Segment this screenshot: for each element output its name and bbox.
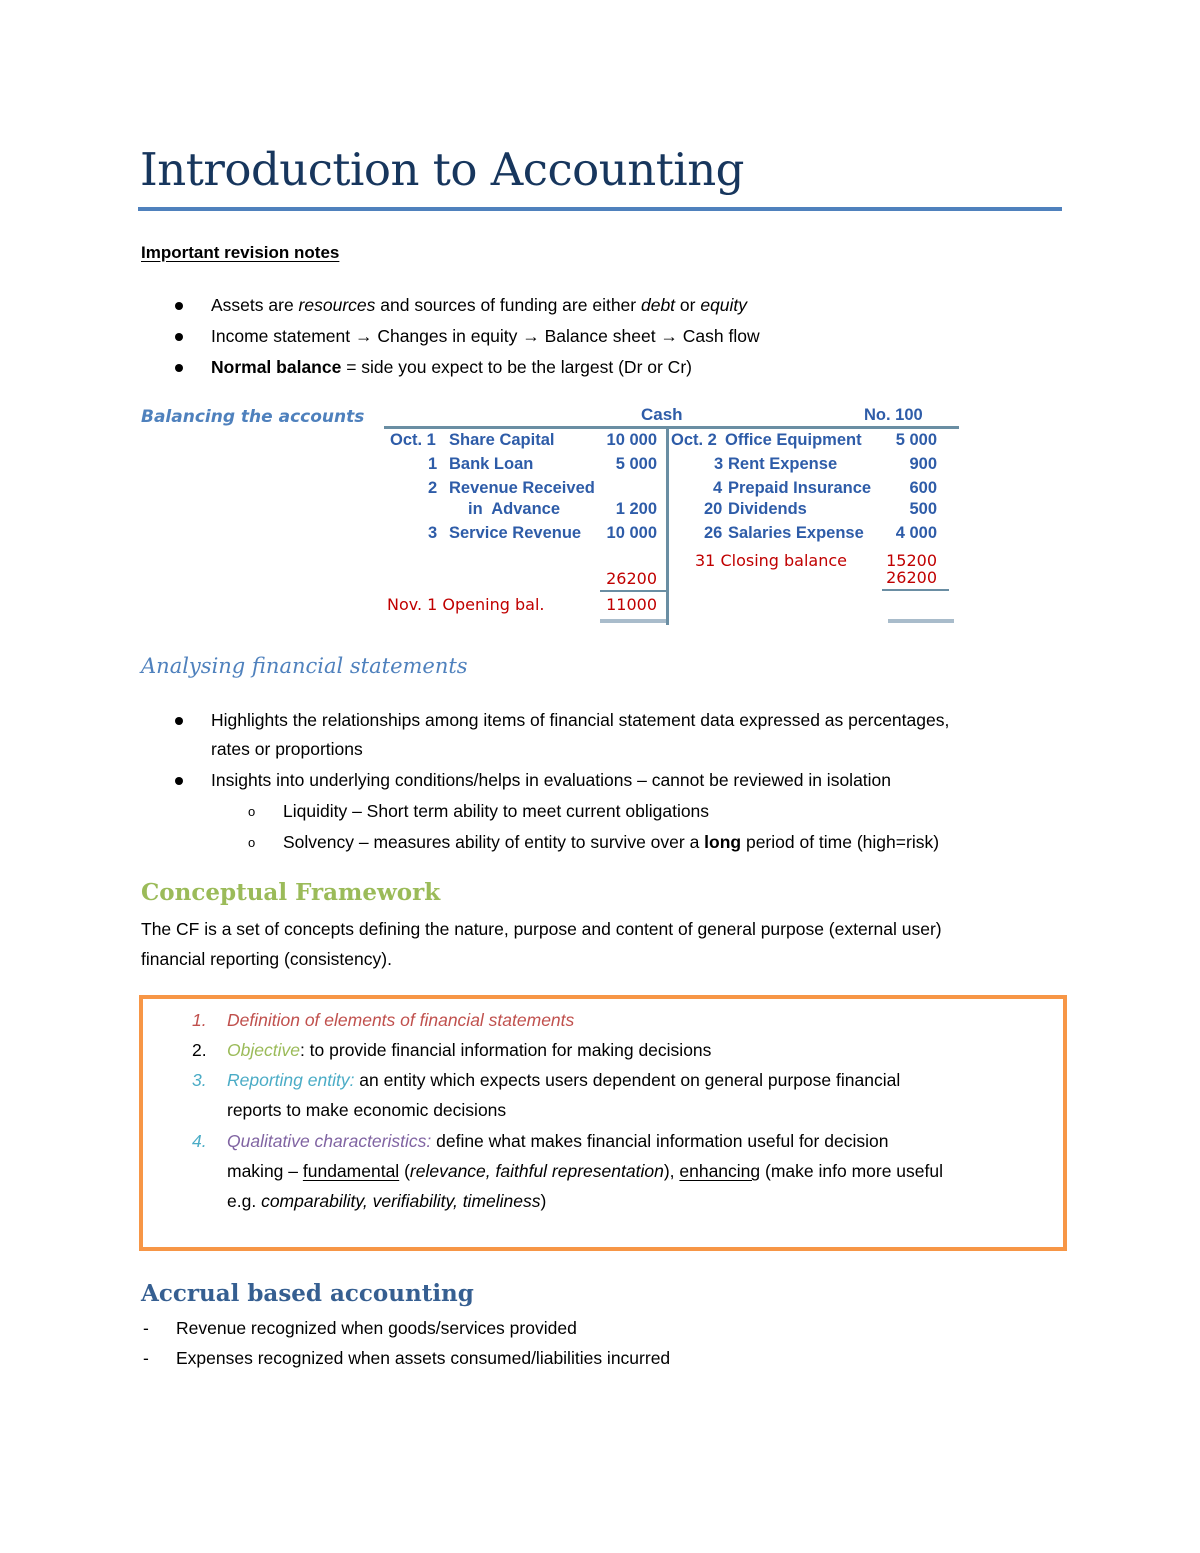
debit-date: Oct. 1 [390,431,436,449]
credit-date: Oct. 2 [671,431,717,449]
credit-amount: 900 [909,455,937,473]
credit-amount: 500 [909,500,937,518]
t-account-number: No. 100 [864,406,923,424]
debit-total-line [600,590,667,592]
list-item: Normal balance = side you expect to be the largest (Dr or Cr) [211,357,692,377]
bullet-icon [175,333,183,341]
t-account-title: Cash [641,405,683,424]
circle-bullet-icon: o [248,804,256,819]
list-item: Income statement → Changes in equity → Balance sheet → Cash flow [211,326,760,346]
debit-amount: 10 000 [606,431,657,449]
credit-desc: Prepaid Insurance [728,479,872,497]
debit-date: 2 [428,479,438,497]
opening-balance-amount: 11000 [606,595,657,614]
credit-total-line [882,589,949,591]
credit-amount: 4 000 [895,524,937,542]
credit-amount: 5 000 [895,431,937,449]
credit-date: 26 [704,524,723,542]
debit-date: 3 [428,524,438,542]
opening-balance-label: Nov. 1 Opening bal. [387,595,545,614]
accrual-heading: Accrual based accounting [141,1280,474,1307]
numbered-item-cont: reports to make economic decisions [227,1100,507,1120]
debit-double-line [600,619,666,623]
debit-amount: 10 000 [606,524,657,542]
list-item-cont: rates or proportions [211,739,363,759]
credit-total: 26200 [886,568,937,587]
credit-date: 4 [713,479,723,497]
sub-list-item: Liquidity – Short term ability to meet current obligations [283,801,710,821]
debit-total: 26200 [606,569,657,588]
title-underline-divider [138,207,1062,211]
numbered-item: 1. Definition of elements of financial statements [192,1010,575,1030]
bullet-icon [175,364,183,372]
list-item: Insights into underlying conditions/helps in evaluations – cannot be reviewed in isolation [211,770,892,790]
t-account-top-line [384,426,959,429]
credit-desc: Salaries Expense [728,524,864,542]
debit-desc: Service Revenue [449,524,582,542]
numbered-item-cont: e.g. comparability, verifiability, timeliness) [227,1191,547,1211]
bullet-icon [175,777,183,785]
debit-desc-cont: in Advance [468,500,560,518]
analysing-heading: Analysing financial statements [141,654,468,678]
dash-icon: - [143,1348,149,1368]
numbered-item: 2. Objective: to provide financial information for making decisions [192,1040,712,1060]
debit-date: 1 [428,455,438,473]
credit-amount: 600 [909,479,937,497]
numbered-item: 3. Reporting entity: an entity which expects users dependent on general purpose financial [192,1070,901,1090]
conceptual-framework-heading: Conceptual Framework [141,879,441,906]
bullet-icon [175,302,183,310]
circle-bullet-icon: o [248,835,256,850]
credit-date: 20 [704,500,723,518]
dash-icon: - [143,1318,149,1338]
debit-amount: 1 200 [615,500,657,518]
list-item: Revenue recognized when goods/services provided [176,1318,577,1338]
credit-double-line [888,619,954,623]
list-item: Highlights the relationships among items of financial statement data expressed as percentages, [211,710,950,730]
bullet-icon [175,717,183,725]
conceptual-paragraph: The CF is a set of concepts defining the nature, purpose and content of general purpose (external user) [141,919,942,939]
conceptual-paragraph-cont: financial reporting (consistency). [141,949,392,969]
sub-list-item: Solvency – measures ability of entity to survive over a long period of time (high=risk) [283,832,940,852]
credit-desc: Office Equipment [725,431,862,449]
balancing-label: Balancing the accounts [141,407,365,427]
debit-desc: Bank Loan [449,455,534,473]
page-title: Introduction to Accounting [140,143,744,196]
credit-desc: Rent Expense [728,455,838,473]
list-item: Assets are resources and sources of funding are either debt or equity [211,295,748,315]
numbered-item: 4. Qualitative characteristics: define what makes financial information useful for decision [192,1131,889,1151]
debit-amount: 5 000 [615,455,657,473]
t-account-center-line [666,427,669,625]
closing-balance-amount: 15200 [886,551,937,570]
debit-desc: Share Capital [449,431,555,449]
numbered-item-cont: making – fundamental (relevance, faithful representation), enhancing (make info more useful [227,1161,944,1181]
credit-date: 3 [714,455,724,473]
credit-desc: Dividends [728,500,807,518]
debit-desc: Revenue Received [449,479,595,497]
list-item: Expenses recognized when assets consumed/liabilities incurred [176,1348,671,1368]
revision-notes-heading: Important revision notes [141,243,340,262]
closing-balance-label: 31 Closing balance [695,551,848,570]
conceptual-framework-box [139,995,1067,1251]
